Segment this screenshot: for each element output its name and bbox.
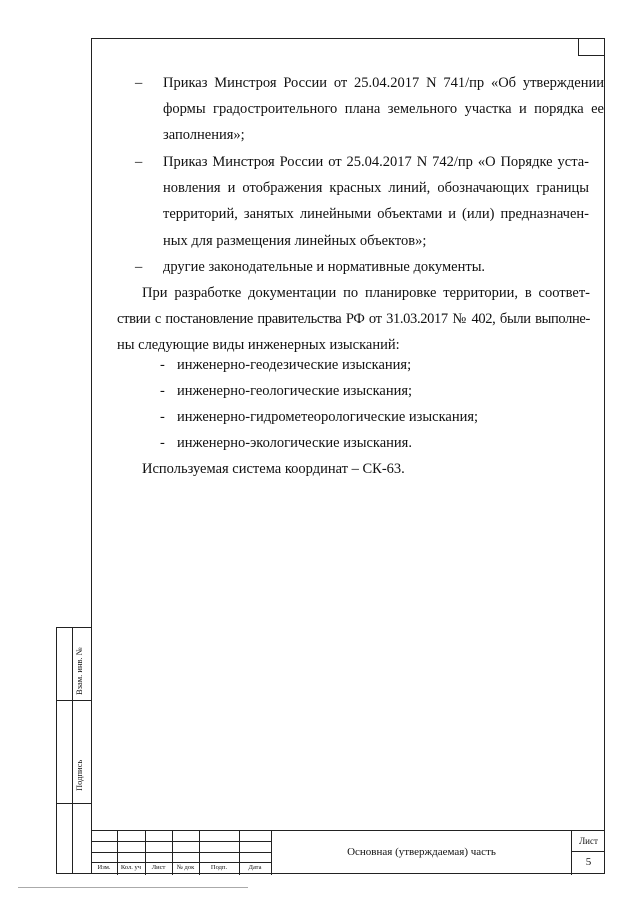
list-item [163, 70, 604, 149]
stamp-title: Основная (утверждаемая) часть [347, 846, 496, 858]
sheet-label: Лист [579, 836, 598, 846]
text-line: формы градостроительного плана земельного участка и порядка ее [163, 101, 604, 118]
text-line: другие законодательные и нормативные документы. [163, 259, 486, 275]
stamp-header-doc: № док [176, 864, 195, 871]
list-dash: - [160, 435, 165, 451]
stamp-header-podp: Подп. [210, 864, 228, 871]
text-line: Приказ Минстроя России от 25.04.2017 N 742/пр «О Порядке уста- [163, 154, 589, 170]
survey-item: инженерно-гидрометеорологические изыскания; [177, 409, 479, 425]
label-podpis: Подпись [74, 759, 84, 791]
corner-box [578, 38, 605, 56]
stamp-header-date: Дата [248, 864, 262, 871]
list-dash: – [135, 259, 143, 275]
text-line: ных для размещения линейных объектов»; [163, 232, 427, 249]
binding-strip-row-line [57, 700, 91, 701]
text-line: ны следующие виды инженерных изысканий: [117, 337, 400, 354]
survey-item: инженерно-геодезические изыскания; [177, 357, 412, 373]
label-vzam-inv: Взам. инв. № [74, 647, 84, 695]
list-dash: - [160, 357, 165, 373]
scan-edge-line [18, 887, 248, 888]
stamp-title-cell [271, 831, 571, 875]
stamp-header-izm: Изм. [97, 864, 111, 871]
binding-strip-divider [72, 628, 73, 873]
text-line: заполнения»; [163, 127, 245, 144]
text-line: территорий, занятых линейными объектами и (или) предназначен- [163, 206, 589, 223]
stamp-header-list: Лист [151, 864, 166, 871]
paragraph [117, 280, 590, 359]
sheet-divider [572, 851, 605, 852]
cell-line [91, 862, 271, 863]
coordinate-system-line: Используемая система координат – СК-63. [142, 461, 405, 477]
list-item [163, 149, 589, 254]
title-block-revision-cells [91, 831, 271, 875]
stamp-header-kol: Кол. уч [120, 864, 142, 871]
list-item [163, 254, 589, 280]
list-dash: - [160, 409, 165, 425]
binding-strip-row-line [57, 803, 91, 804]
sheet-number: 5 [585, 856, 592, 868]
title-block [91, 830, 605, 874]
list-dash: – [135, 75, 143, 91]
stamp-sheet-cell [571, 831, 605, 875]
cell-line [91, 841, 271, 842]
text-line: новления и отображения красных линий, обозначающих границы [163, 180, 589, 197]
survey-item: инженерно-геологические изыскания; [177, 383, 413, 399]
cell-line [91, 852, 271, 853]
survey-item: инженерно-экологические изыскания. [177, 435, 412, 451]
list-dash: - [160, 383, 165, 399]
binding-strip [56, 627, 92, 874]
text-line: ствии с постановление правительства РФ от 31.03.2017 № 402, были выполне- [117, 311, 590, 328]
text-line: Приказ Минстроя России от 25.04.2017 N 741/пр «Об утверждении [163, 75, 604, 91]
text-line: При разработке документации по планировке территории, в соответ- [142, 285, 590, 301]
list-dash: – [135, 154, 143, 170]
